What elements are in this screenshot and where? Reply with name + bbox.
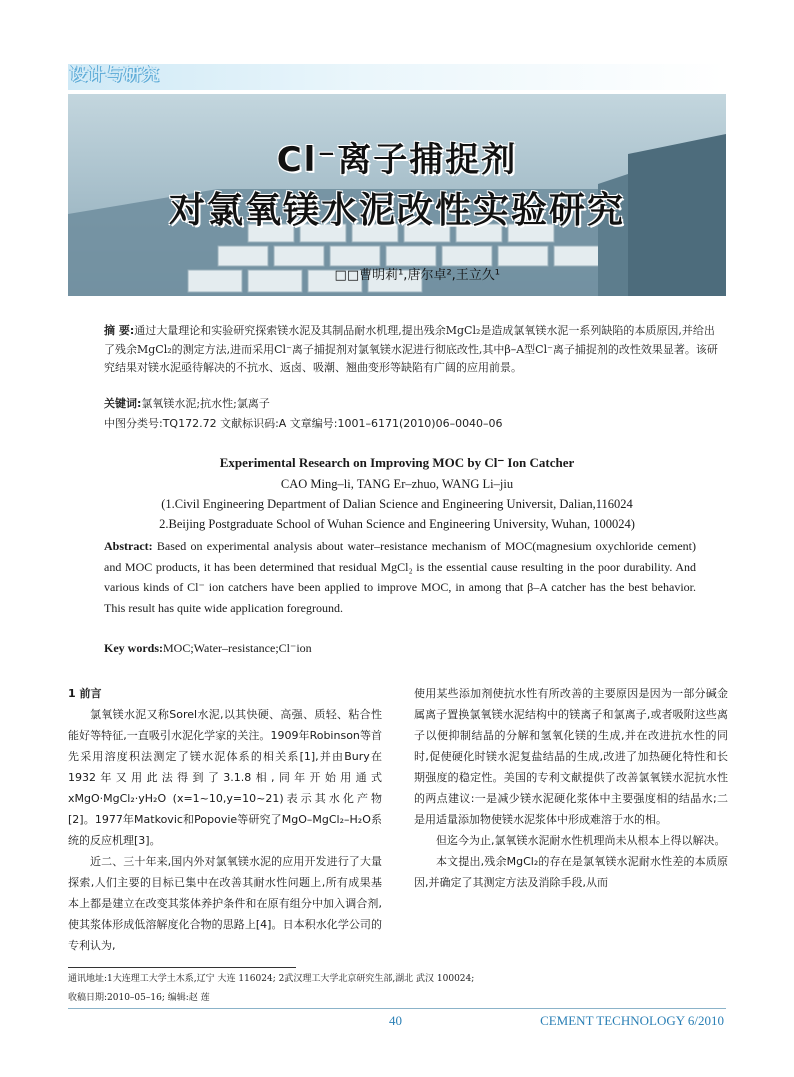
body-paragraph: 使用某些添加剂使抗水性有所改善的主要原因是因为一部分碱金属离子置换氯氧镁水泥结构中的镁离子和氯离子,或者吸附这些离子以便抑制结晶的分解和氢氧化镁的生成,并在改进抗水性的同时,促使硬化时镁水泥复盐结晶的生成,改进了加热硬化特性和长期强度的稳定性。美国的专利文献提供了改善氯氧镁水泥抗水性的两点建议:一是减少镁水泥硬化浆体中主要强度相的结晶水;二是用适量添加物使镁水泥浆体中形成难溶于水的相。 (414, 687, 728, 826)
abstract-cn-text: 通过大量理论和实验研究探索镁水泥及其制品耐水机理,提出残余MgCl₂是造成氯氧镁水泥一系列缺陷的本质原因,并给出了残余MgCl₂的测定方法,进而采用Cl⁻离子捕捉剂对氯氧镁水泥进行彻底改性,其中β–A型Cl⁻离子捕捉剂的改性效果显著。该研究结果对镁水泥亟待解决的不抗水、返卤、吸潮、翘曲变形等缺陷有广阔的应用前景。 (104, 324, 718, 374)
article-title-line2: 对氯氧镁水泥改性实验研究 (168, 190, 625, 231)
footnote-received: 收稿日期:2010–05–16; 编辑:赵 莲 (68, 993, 210, 1003)
footer-rule (68, 1008, 726, 1009)
section-band (68, 64, 726, 90)
english-authors: CAO Ming–li, TANG Er–zhuo, WANG Li–jiu (280, 477, 514, 491)
section-label: 设计与研究 (70, 65, 160, 85)
title-banner (68, 94, 726, 296)
article-title-line1: Cl⁻离子捕捉剂 (276, 140, 518, 180)
classification-line: 中图分类号:TQ172.72 文献标识码:A 文章编号:1001–6171(2010)06–0040–06 (104, 417, 503, 430)
english-affiliation-1: (1.Civil Engineering Department of Dalian Science and Engineering Universit, Dalian,116024 (161, 497, 633, 511)
authors-cn: □□曹明莉¹,唐尔卓²,王立久¹ (334, 268, 500, 283)
body-paragraph: 本文提出,残余MgCl₂的存在是氯氧镁水泥耐水性差的本质原因,并确定了其测定方法及消除手段,从而 (414, 855, 728, 889)
body-paragraph: 但迄今为止,氯氧镁水泥耐水性机理尚未从根本上得以解决。 (436, 834, 726, 847)
english-abstract-label: Abstract: (104, 539, 153, 553)
footnote-rule (68, 967, 296, 968)
english-abstract (104, 536, 696, 618)
abstract-cn (104, 322, 724, 378)
journal-name: CEMENT TECHNOLOGY 6/2010 (540, 1013, 724, 1028)
english-keywords-text: MOC;Water–resistance;Cl⁻ion (163, 641, 312, 655)
english-title: Experimental Research on Improving MOC by Cl⁻ Ion Catcher (219, 455, 575, 470)
english-keywords (104, 641, 696, 656)
body-paragraph: 氯氧镁水泥又称Sorel水泥,以其快硬、高强、质轻、粘合性能好等特征,一直吸引水泥化学家的关注。1909年Robinson等首先采用溶度积法测定了镁水泥体系的相关系[1],并由Bury在1932年又用此法得到了3.1.8相,同年开始用通式xMgO·MgCl₂·yH₂O (x=1~10,y=10~21)表示其水化产物[2]。1977年Matkovic和Popovie等研究了MgO–MgCl₂–H₂O系统的反应机理[3]。 (68, 708, 382, 847)
keywords-cn-label: 关键词: (104, 397, 142, 410)
footnote-address: 通讯地址:1大连理工大学土木系,辽宁 大连 116024; 2武汉理工大学北京研究生部,湖北 武汉 100024; (68, 974, 475, 984)
body-column-right (414, 683, 728, 893)
body-paragraph: 近二、三十年来,国内外对氯氧镁水泥的应用开发进行了大量探索,人们主要的目标已集中在改善其耐水性问题上,所有成果基本上都是建立在改变其浆体养护条件和在原有组分中加入调合剂,使其浆体形成低溶解度化合物的思路上[4]。日本积水化学公司的专利认为, (68, 855, 382, 952)
english-affiliation-2: 2.Beijing Postgraduate School of Wuhan Science and Engineering University, Wuhan, 100024) (159, 517, 635, 531)
abstract-cn-label: 摘 要: (104, 324, 135, 337)
keywords-cn (104, 395, 724, 411)
keywords-cn-text: 氯氧镁水泥;抗水性;氯离子 (141, 397, 270, 410)
page-number: 40 (389, 1013, 402, 1028)
body-column-left (68, 683, 382, 956)
english-abstract-text: Based on experimental analysis about water–resistance mechanism of MOC(magnesium oxychloride cement) and MOC products, it has been determined that residual MgCl₂ is the essential cause resulting in the poor durability. And various kinds of Cl⁻ ion catchers have been applied to improve MOC, in among that β–A catcher has the best behavior. This result has quite wide application foreground. (104, 539, 696, 615)
section-heading: 1 前言 (68, 687, 102, 700)
english-keywords-label: Key words: (104, 641, 163, 655)
